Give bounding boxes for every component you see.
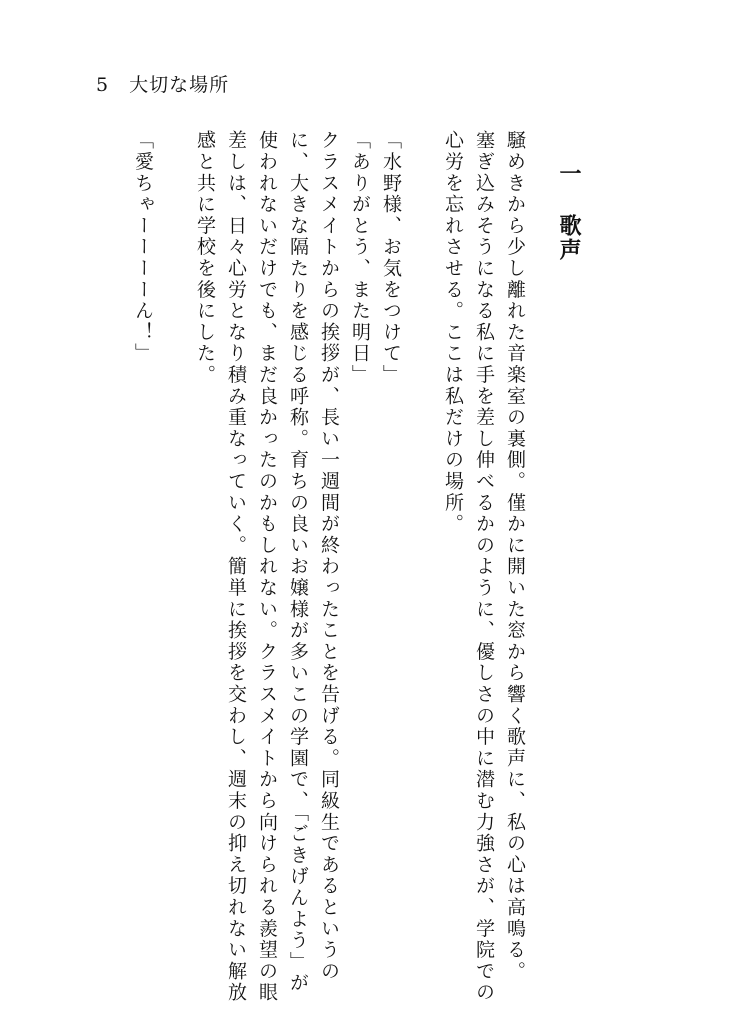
dialogue-column: 「水野様、お気をつけて」 xyxy=(380,130,402,386)
text-column: 感と共に学校を後にした。 xyxy=(194,130,216,386)
text-column: に、大きな隔たりを感じる呼称。育ちの良いお嬢様が多いこの学園で、「ごきげんよう」が xyxy=(287,130,309,994)
chapter-title: 大切な場所 xyxy=(129,74,230,96)
text-column: 使われないだけでも、まだ良かったのかもしれない。クラスメイトから向けられる羨望の眼 xyxy=(256,130,278,1004)
text-column: クラスメイトからの挨拶が、長い一週間が終わったことを告げる。同級生であるというの xyxy=(318,130,340,982)
text-column: 騒めきから少し離れた音楽室の裏側。僅かに開いた窓から響く歌声に、私の心は高鳴る。 xyxy=(504,130,526,982)
page-header xyxy=(96,70,229,97)
text-column: 心労を忘れさせる。ここは私だけの場所。 xyxy=(442,130,464,535)
section-title: 歌声 xyxy=(556,214,582,262)
body-text xyxy=(100,130,530,1004)
text-column: 塞ぎ込みそうになる私に手を差し伸べるかのように、優しさの中に潜む力強さが、学院での xyxy=(473,130,495,1004)
section-heading xyxy=(554,162,584,262)
section-number: 一 xyxy=(556,162,582,186)
dialogue-column: 「ありがとう、また明日」 xyxy=(349,130,371,386)
text-column: 差しは、日々心労となり積み重なっていく。簡単に挨拶を交わし、週末の抑え切れない解放 xyxy=(225,130,247,1004)
page-number: 5 xyxy=(96,74,110,96)
dialogue-column: 「愛ちゃーーーーん！」 xyxy=(132,130,154,365)
